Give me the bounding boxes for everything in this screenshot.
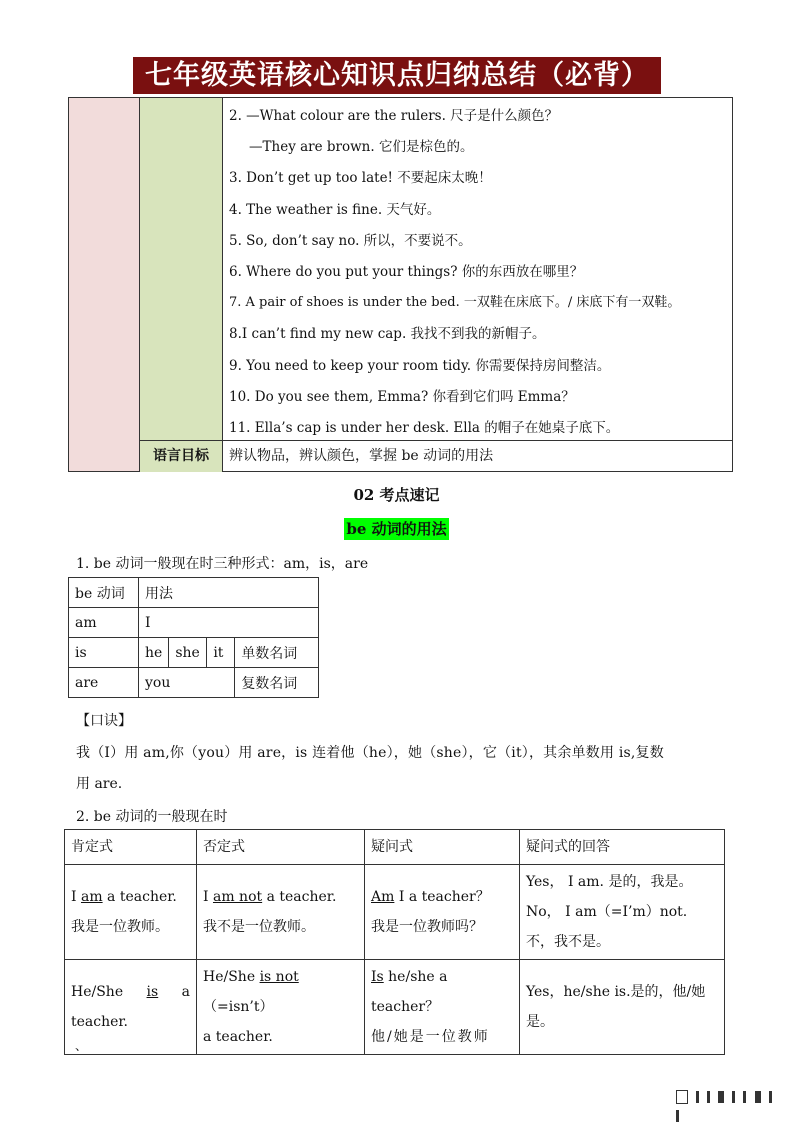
table-cell: are [69,668,139,698]
section-heading: 02 考点速记 [353,486,440,504]
be-verb-table [68,577,319,698]
table-cell: he [139,638,169,668]
table-cell: Yes， I am. 是的，我是。 No， I am（=I’m）not. 不，我不是。 [520,865,725,960]
subsection-highlight: be 动词的用法 [346,520,447,538]
point-2: 2. be 动词的一般现在时 [76,809,228,825]
header-cell: 疑问式的回答 [520,830,725,865]
sentence-line: 8.I can’t find my new cap. 我找不到我的新帽子。 [229,326,546,342]
header-cell: 肯定式 [65,830,197,865]
watermark-icon [676,1086,776,1106]
header-cell: 否定式 [197,830,365,865]
table-cell: Yes，he/she is.是的，他/她 是。 [520,960,725,1055]
sentence-line: 4. The weather is fine. 天气好。 [229,202,441,218]
table-label-cell [140,98,223,440]
table-cell: it [207,638,235,668]
table-cell: I am a teacher. 我是一位教师。 [65,865,197,960]
usage-header-cell: 用法 [139,578,319,608]
table-cell: Is he/she a teacher？ 他/她是一位教师 [365,960,520,1055]
table-side-cell [69,98,140,471]
header-cell: 疑问式 [365,830,520,865]
rhyme-text: 我（I）用 am,你（you）用 are，is 连着他（he），她（she），它（it），其余单数用 is,复数 [76,745,664,761]
sentence-line: 9. You need to keep your room tidy. 你需要保持房间整洁。 [229,358,611,374]
sentence-line: 2. —What colour are the rulers. 尺子是什么颜色？ [229,108,559,124]
subsection-heading [0,518,793,539]
table-cell: He/She is a teacher. [65,960,197,1055]
stray-mark: 、 [75,1039,88,1053]
sentence-line: 5. So, don’t say no. 所以，不要说不。 [229,233,472,249]
goal-label: 语言目标 [140,440,223,472]
table-cell: is [69,638,139,668]
table-cell: I [139,608,319,638]
table-cell: she [169,638,207,668]
rhyme-text: 用 are. [76,776,123,792]
sentence-line: 11. Ella’s cap is under her desk. Ella 的帽子在她桌子底下。 [229,420,620,436]
table-cell: you [139,668,235,698]
sentence-line: 6. Where do you put your things? 你的东西放在哪里？ [229,264,584,280]
goal-text: 辨认物品，辨认颜色，掌握 be 动词的用法 [223,440,732,471]
table-cell: I am not a teacher. 我不是一位教师。 [197,865,365,960]
sentence-line: 7. A pair of shoes is under the bed. 一双鞋在床底下。/ 床底下有一双鞋。 [229,295,681,310]
point-1: 1. be 动词一般现在时三种形式：am，is，are [76,556,369,572]
sentence-line: 10. Do you see them, Emma? 你看到它们吗 Emma？ [229,389,575,405]
table-cell: Am I a teacher？ 我是一位教师吗？ [365,865,520,960]
table-cell: 复数名词 [235,668,319,698]
be-header-cell: be 动词 [69,578,139,608]
table-cell: He/She is not（=isn’t） a teacher. [197,960,365,1055]
page-title: 七年级英语核心知识点归纳总结（必背） [133,57,661,94]
sentence-table [68,97,733,472]
rhyme-label: 【口诀】 [76,713,132,729]
sentence-line: 3. Don’t get up too late! 不要起床太晚！ [229,170,492,186]
table-cell: 单数名词 [235,638,319,668]
present-tense-table [64,829,725,1055]
table-cell: am [69,608,139,638]
sentence-line: —They are brown. 它们是棕色的。 [249,139,474,155]
